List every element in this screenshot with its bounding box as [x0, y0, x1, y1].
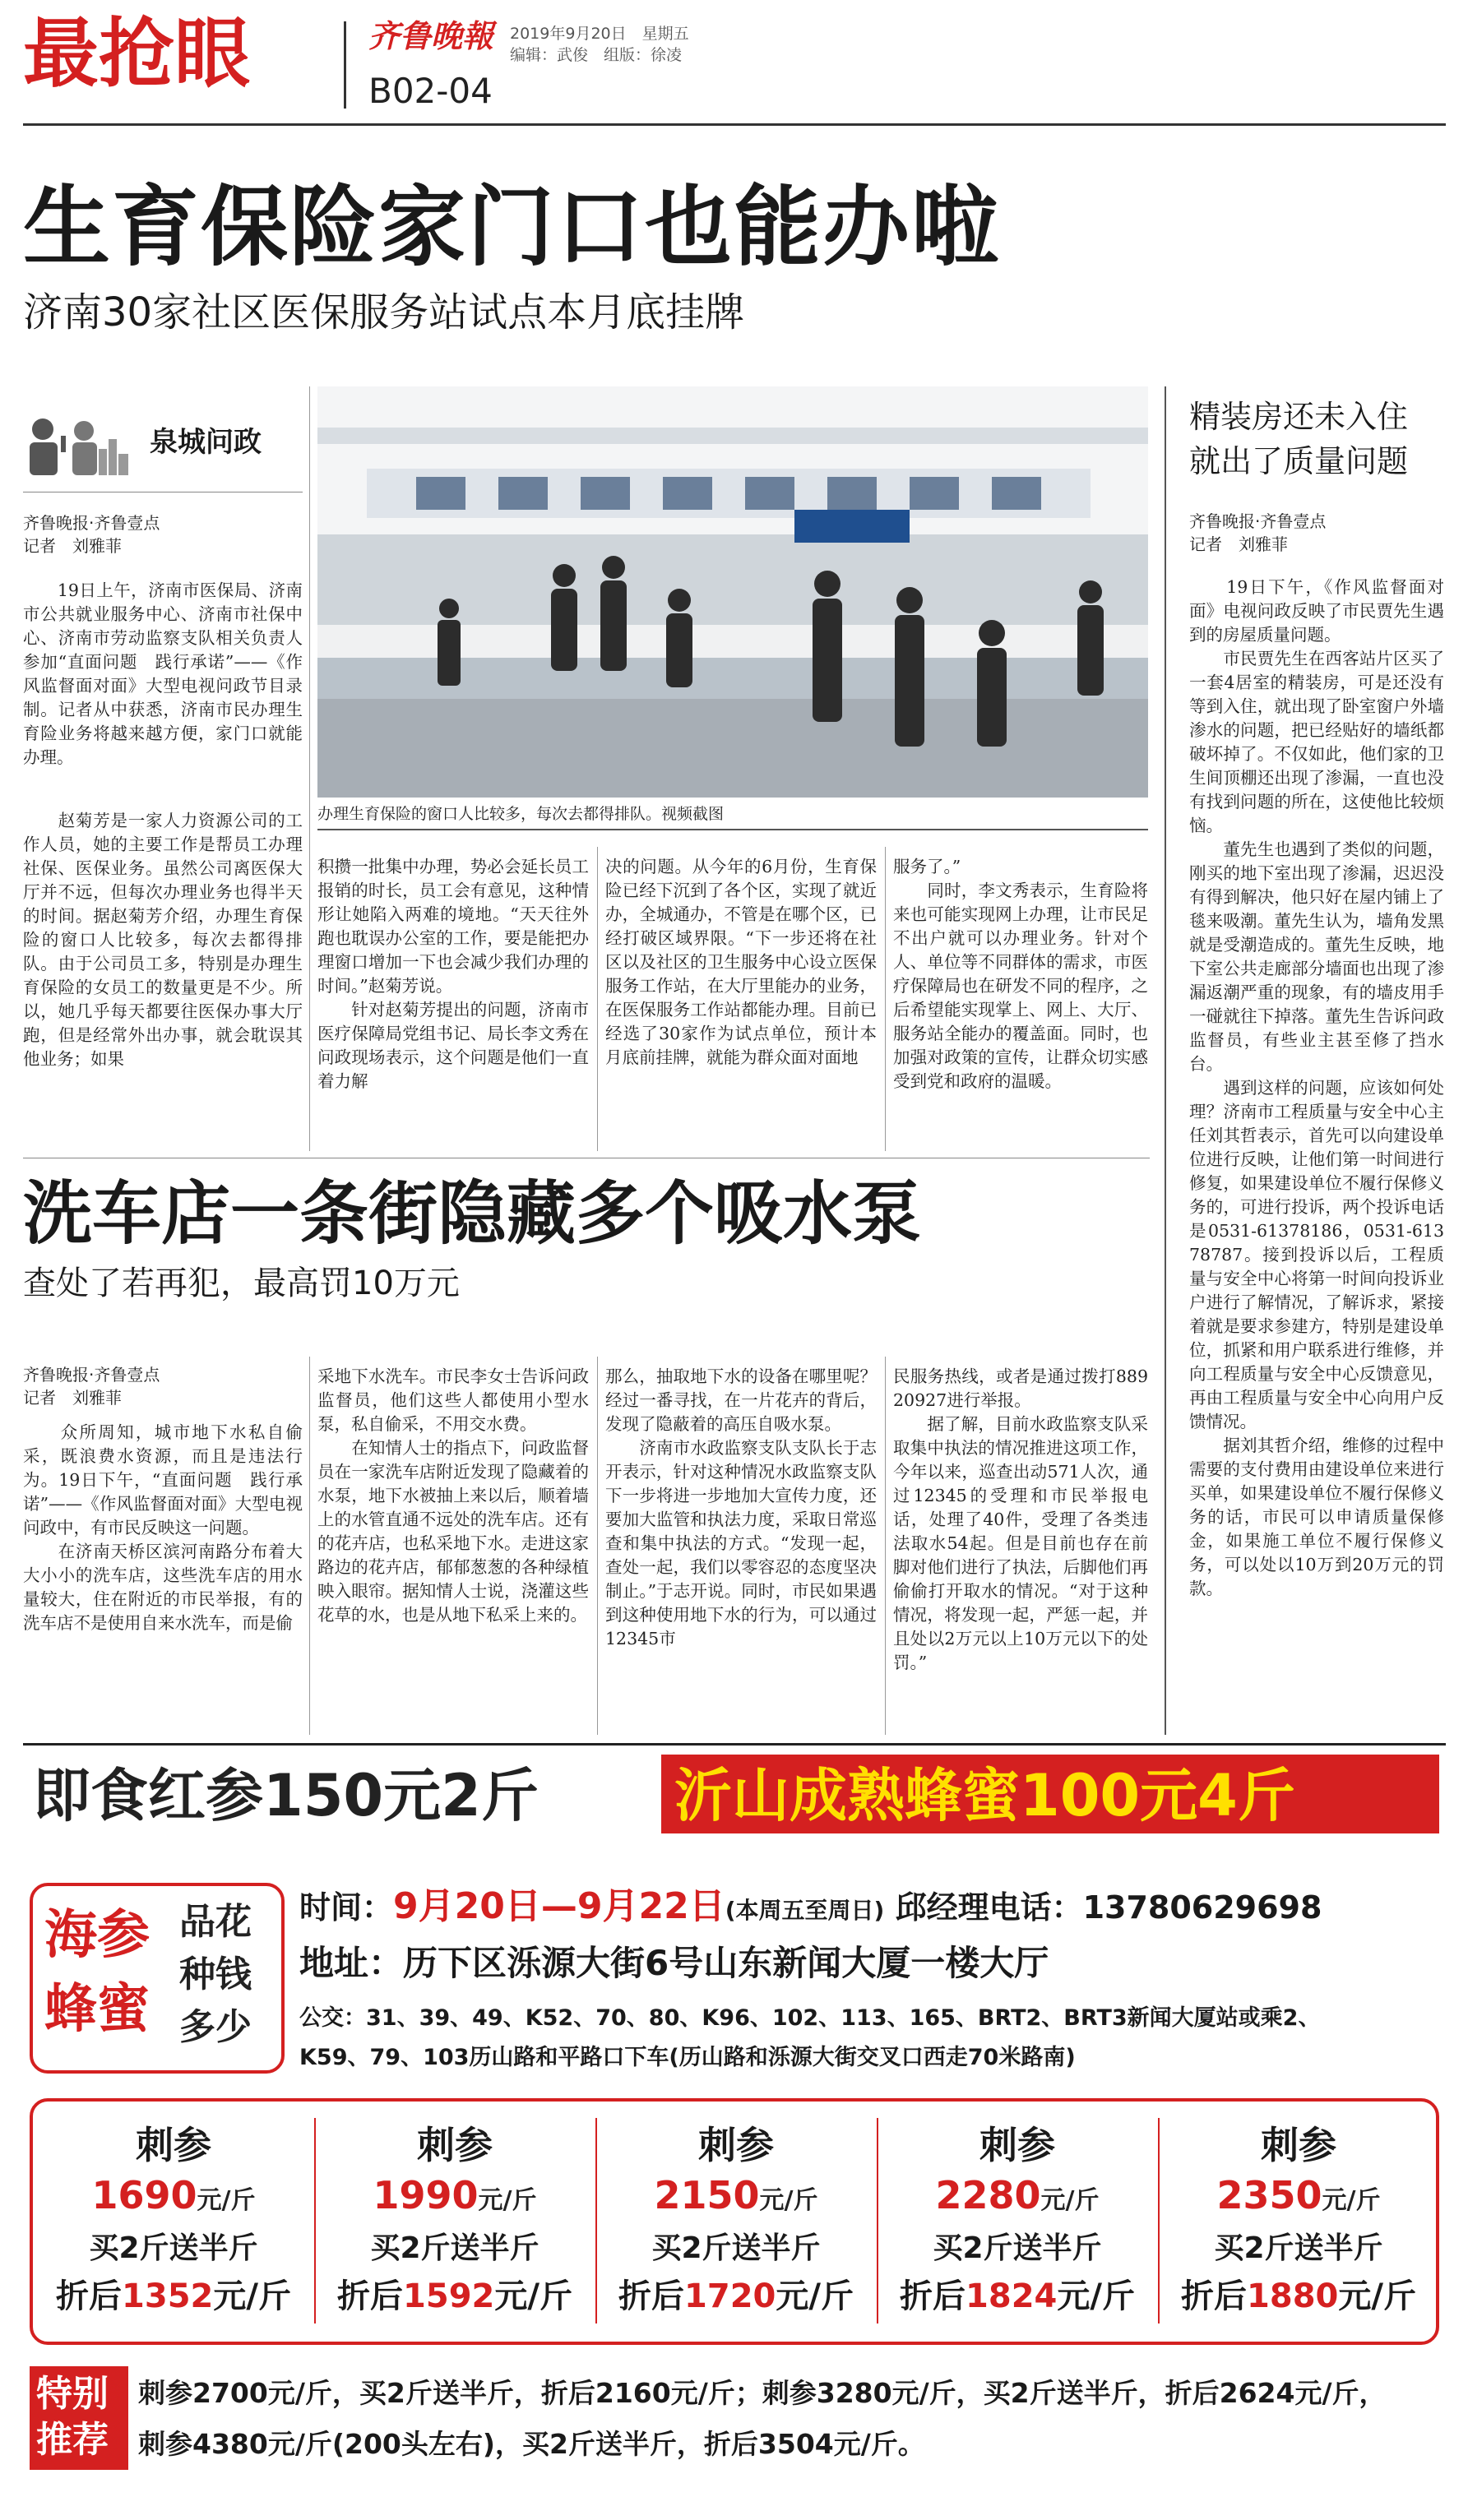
product-discount	[319, 2272, 590, 2321]
product-price-value: 2280	[935, 2173, 1041, 2217]
ad-phone-label: 邱经理电话：	[895, 1889, 1083, 1926]
discount-label: 折后	[618, 2277, 685, 2315]
ad-badge-side: 品花 种钱 多少	[179, 1901, 252, 2048]
product-price-value: 2350	[1216, 2173, 1322, 2217]
price-card-1	[38, 2105, 309, 2339]
discount-label: 折后	[337, 2277, 404, 2315]
article1-col2: 积攒一批集中办理，势必会延长员工报销的时长，员工会有意见，这种情形让她陷入两难的境地。“天天往外跑也耽误办公室的工作，要是能把办理窗口增加一下也会减少我们办理的时间。”赵菊芳说。 针对赵菊芳提出的问题，济南市医疗保障局党组书记、局长李文秀在问政现场表示，这个问题是他们一直着力解	[317, 857, 589, 1091]
product-gift: 买2斤送半斤	[89, 2231, 258, 2265]
article2-subhead: 查处了若再犯，最高罚10万元	[23, 1265, 460, 1302]
sidebar-title: 精装房还未入住 就出了质量问题	[1189, 399, 1409, 479]
header-rule	[23, 123, 1446, 126]
article1-divider-3	[885, 847, 886, 1151]
ad-time-row	[299, 1884, 1322, 1933]
article1-photo	[317, 386, 1148, 798]
product-price-value: 1690	[91, 2173, 197, 2217]
product-price-value: 2150	[654, 2173, 760, 2217]
discount-unit: 元/斤	[1057, 2277, 1135, 2315]
ad-time-note: (本周五至周日)	[725, 1897, 885, 1924]
article1-headline: 生育保险家门口也能办啦	[23, 177, 1000, 278]
ad-time-label: 时间：	[299, 1889, 394, 1926]
column-logo-text: 泉城问政	[150, 426, 262, 459]
article2-divider-2	[597, 1357, 598, 1735]
product-discount	[600, 2272, 872, 2321]
sidebar-divider	[1165, 386, 1166, 1735]
discount-unit: 元/斤	[1338, 2277, 1416, 2315]
ad-bus-line2: K59、79、103历山路和平路口下车(历山路和泺源大街交叉口西走70米路南)	[299, 2045, 1076, 2070]
product-price-value: 1990	[373, 2173, 479, 2217]
special-line1: 刺参2700元/斤，买2斤送半斤，折后2160元/斤；刺参3280元/斤，买2斤送半斤，折后2624元/斤，	[138, 2377, 1387, 2409]
product-price	[600, 2171, 872, 2226]
discount-value: 1352	[122, 2277, 214, 2315]
special-label: 特别 推荐	[36, 2373, 109, 2461]
product-discount	[38, 2272, 309, 2321]
discount-value: 1592	[403, 2277, 495, 2315]
discount-unit: 元/斤	[776, 2277, 854, 2315]
ad-top-rule	[23, 1743, 1446, 1746]
product-name: 刺参	[417, 2123, 493, 2167]
product-discount	[882, 2272, 1153, 2321]
article1-col1a: 19日上午，济南市医保局、济南市公共就业服务中心、济南市社保中心、济南市劳动监察支队相关负责人参加“直面问题 践行承诺”——《作风监督面对面》大型电视问政节目录制。记者从中获悉，济南市民办理生育险业务将越来越方便，家门口就能办理。	[23, 580, 303, 767]
product-price-unit: 元/斤	[1040, 2186, 1100, 2215]
article1-col4: 服务了。” 同时，李文秀表示，生育险将来也可能实现网上办理，让市民足不出户就可以办理业务。针对个人、单位等不同群体的需求，市医疗保障局也在研发不同的程序，之后希望能实现掌上、网上、大厅、服务站全能办的覆盖面。同时，也加强对政策的宣传，让群众切实感受到党和政府的温暖。	[893, 857, 1148, 1091]
price-card-5	[1163, 2105, 1434, 2339]
price-divider-4	[1158, 2118, 1160, 2323]
article1-col1b: 赵菊芳是一家人力资源公司的工作人员，她的主要工作是帮员工办理社保、医保业务。虽然公司离医保大厅并不远，但每次办理业务也得半天的时间。据赵菊芳介绍，办理生育保险的窗口人比较多，每次去都得排队。由于公司员工多，特别是办理生育保险的女员工的数量更是不少。所以，她几乎每天都要往医保办事大厅跑，但是经常外出办事，就会耽误其他业务；如果	[23, 811, 303, 1069]
product-name: 刺参	[1261, 2123, 1336, 2167]
ad-badge	[30, 1883, 285, 2074]
article2-headline: 洗车店一条街隐藏多个吸水泵	[23, 1173, 922, 1254]
product-price-unit: 元/斤	[1322, 2186, 1381, 2215]
discount-label: 折后	[900, 2277, 966, 2315]
product-price-unit: 元/斤	[759, 2186, 818, 2215]
photo-caption: 办理生育保险的窗口人比较多，每次去都得排队。视频截图	[317, 805, 725, 823]
ad-address-value: 历下区泺源大街6号山东新闻大厦一楼大厅	[403, 1943, 1049, 1983]
article1-col3: 决的问题。从今年的6月份，生育保险已经下沉到了各个区，实现了就近办，全城通办，不管是在哪个区，已经打破区域界限。“下一步还将在社区以及社区的卫生服务中心设立医保服务工作站，在大厅里能办的业务，在医保服务工作站都能办理。目前已经选了30家作为试点单位，预计本月底前挂牌，就能为群众面对面地	[605, 857, 877, 1067]
ad-banner-right: 沂山成熟蜂蜜100元4斤	[674, 1762, 1295, 1829]
column-logo-icon	[25, 408, 132, 482]
product-price	[1163, 2171, 1434, 2226]
product-price	[882, 2171, 1153, 2226]
product-gift: 买2斤送半斤	[370, 2231, 540, 2265]
article1-divider-1	[309, 386, 310, 1151]
price-card-3	[600, 2105, 872, 2339]
special-line2: 刺参4380元/斤(200头左右)，买2斤送半斤，折后3504元/斤。	[138, 2428, 925, 2460]
article2-col4: 民服务热线，或者是通过拨打88920927进行举报。 据了解，目前水政监察支队采取集中执法的情况推进这项工作，今年以来，巡查出动571人次，通过12345的受理和市民举报电话，处理了40件，受理了各类违法取水54起。但是目前也存在前脚对他们进行了执法，后脚他们再偷偷打开取水的情况。“对于这种情况，将发现一起，严惩一起，并且处以2万元以上10万元以下的处罚。”	[893, 1366, 1148, 1672]
article1-byline: 齐鲁晚报·齐鲁壹点 记者 刘雅菲	[23, 513, 160, 556]
price-divider-1	[314, 2118, 316, 2323]
article2-byline: 齐鲁晚报·齐鲁壹点 记者 刘雅菲	[23, 1365, 160, 1408]
discount-unit: 元/斤	[213, 2277, 291, 2315]
ad-time-value: 9月20日—9月22日	[393, 1885, 725, 1927]
date-line: 2019年9月20日 星期五	[510, 25, 689, 43]
ad-phone-value: 13780629698	[1082, 1889, 1322, 1926]
article1-subhead: 济南30家社区医保服务站试点本月底挂牌	[23, 289, 745, 335]
page-number: B02-04	[368, 71, 493, 111]
product-price-unit: 元/斤	[197, 2186, 256, 2215]
price-card-2	[319, 2105, 590, 2339]
ad-badge-line2: 蜂蜜	[44, 1979, 150, 2040]
article1-divider-2	[597, 847, 598, 1151]
product-price	[319, 2171, 590, 2226]
section-title: 最抢眼	[23, 10, 251, 98]
product-name: 刺参	[136, 2123, 211, 2167]
price-card-4	[882, 2105, 1153, 2339]
discount-value: 1880	[1247, 2277, 1339, 2315]
product-price-unit: 元/斤	[478, 2186, 537, 2215]
discount-value: 1720	[684, 2277, 776, 2315]
product-name: 刺参	[979, 2123, 1055, 2167]
product-price	[38, 2171, 309, 2226]
article2-col2: 采地下水洗车。市民李女士告诉问政监督员，他们这些人都使用小型水泵，私自偷采，不用交水费。 在知情人士的指点下，问政监督员在一家洗车店附近发现了隐藏着的水泵，地下水被抽上来以后，顺着墙上的水管直通不远处的洗车店。还有的花卉店，也私采地下水。走进这家路边的花卉店，郁郁葱葱的各种绿植映入眼帘。据知情人士说，浇灌这些花草的水，也是从地下私采上来的。	[317, 1366, 589, 1625]
product-gift: 买2斤送半斤	[1214, 2231, 1383, 2265]
sidebar-byline: 齐鲁晚报·齐鲁壹点 记者 刘雅菲	[1189, 511, 1327, 554]
product-gift: 买2斤送半斤	[933, 2231, 1102, 2265]
discount-label: 折后	[56, 2277, 123, 2315]
article2-col3: 那么，抽取地下水的设备在哪里呢？经过一番寻找，在一片花卉的背后，发现了隐蔽着的高压自吸水泵。 济南市水政监察支队支队长于志开表示，针对这种情况水政监察支队下一步将进一步地加大宣传力度，还要加大监管和执法力度，采取日常巡查和集中执法的方式。“发现一起，查处一起，我们以零容忍的态度坚决制止。”于志开说。同时，市民如果遇到这种使用地下水的行为，可以通过12345市	[605, 1366, 877, 1648]
header-divider	[344, 21, 346, 109]
product-discount	[1163, 2272, 1434, 2321]
editors-line: 编辑：武俊 组版：徐凌	[510, 46, 683, 64]
ad-address-label: 地址：	[299, 1943, 404, 1983]
ad-badge-line1: 海参	[44, 1905, 150, 1966]
paper-name-logo: 齐鲁晚報	[368, 17, 494, 54]
ad-banner-left: 即食红参150元2斤	[33, 1762, 539, 1829]
ad-address-row	[299, 1939, 1049, 1988]
discount-unit: 元/斤	[494, 2277, 572, 2315]
article2-col1: 众所周知，城市地下水私自偷采，既浪费水资源，而且是违法行为。19日下午，“直面问题 践行承诺”——《作风监督面对面》大型电视问政中，有市民反映这一问题。 在济南天桥区滨河南路分布着大大小小的洗车店，这些洗车店的用水量较大，住在附近的市民举报，有的洗车店不是使用自来水洗车，而是偷	[23, 1422, 303, 1633]
product-name: 刺参	[698, 2123, 774, 2167]
price-divider-2	[595, 2118, 597, 2323]
ad-bus-line1: 公交：31、39、49、K52、70、80、K96、102、113、165、BRT2、BRT3新闻大厦站或乘2、	[299, 2005, 1321, 2031]
price-divider-3	[877, 2118, 878, 2323]
discount-value: 1824	[966, 2277, 1058, 2315]
sidebar-body: 19日下午，《作风监督面对面》电视问政反映了市民贾先生遇到的房屋质量问题。 市民贾先生在西客站片区买了一套4居室的精装房，可是还没有等到入住，就出现了卧室窗户外墙渗水的问题，把已经贴好的墙纸都破坏掉了。不仅如此，他们家的卫生间顶棚还出现了渗漏，一直也没有找到问题的所在，这使他比较烦恼。 董先生也遇到了类似的问题，刚买的地下室出现了渗漏，迟迟没有得到解决，他只好在屋内铺上了毯来吸潮。董先生认为，墙角发黑就是受潮造成的。董先生反映，地下室公共走廊部分墙面也出现了渗漏返潮严重的现象，有的墙皮用手一碰就往下掉落。董先生告诉问政监督员，有些业主甚至修了挡水台。 遇到这样的问题，应该如何处理？济南市工程质量与安全中心主任刘其哲表示，首先可以向建设单位进行反映，让他们第一时间进行修复，如果建设单位不履行保修义务的，可进行投诉，两个投诉电话是0531-61378186，0531-61378787。接到投诉以后，工程质量与安全中心将第一时间向投诉业户进行了解情况，了解诉求，紧接着就是要求参建方，特别是建设单位，抓紧和用户联系进行维修，并向工程质量与安全中心反馈意见，再由工程质量与安全中心向用户反馈情况。 据刘其哲介绍，维修的过程中需要的支付费用由建设单位来进行买单，如果建设单位不履行保修义务的话，市民可以申请质量保修金，如果施工单位不履行保修义务，可以处以10万到20万元的罚款。	[1189, 577, 1444, 1598]
discount-label: 折后	[1181, 2277, 1248, 2315]
article2-divider-1	[309, 1357, 310, 1735]
product-gift: 买2斤送半斤	[651, 2231, 821, 2265]
article2-divider-3	[885, 1357, 886, 1735]
